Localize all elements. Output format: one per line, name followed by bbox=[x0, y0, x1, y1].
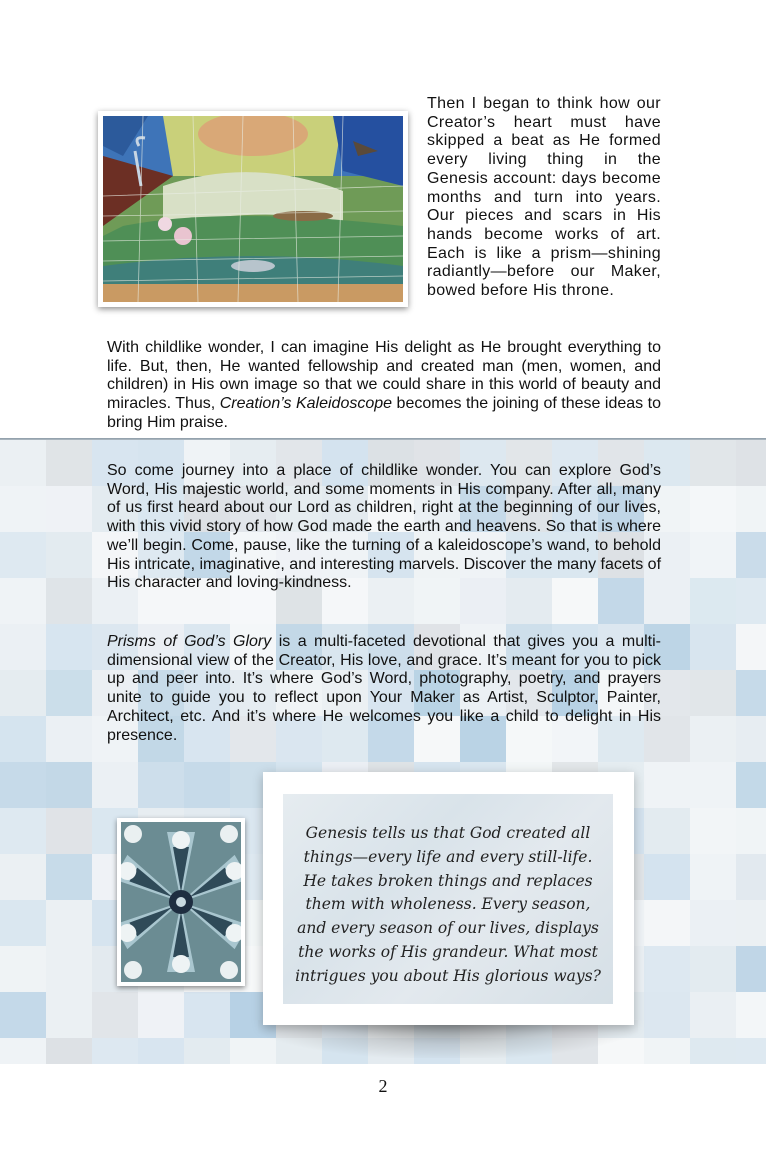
body-paragraph-2 bbox=[107, 633, 661, 745]
body-paragraph-2-text: is a multi-faceted devotional that gives you a multi-dimensional view of the Creator, His love, and grace. It’s meant for you to pick up and peer into. It’s where God’s Word, photography, poetry, and prayers unite to guide you to reflect upon Your Maker as Artist, Sculptor, Painter, Architect, etc. And it’s where He welcomes you like a child to delight in His presence. bbox=[107, 633, 661, 744]
kaleidoscope-image bbox=[121, 822, 241, 982]
kaleidoscope-photo bbox=[117, 818, 245, 986]
book-title-prisms: Prisms of God’s Glory bbox=[107, 633, 272, 650]
body-paragraph-1: So come journey into a place of childlike wonder. You can explore God’s Word, His majestic world, and some moments in His company. After all, many of us first heard about our Lord as children, right at the beginning of our lives, with this vivid story of how God made the earth and heavens. So that is where we’ll begin. Come, pause, like the turning of a kaleidoscope’s wand, to behold His intricate, imaginative, and interesting marvels. Discover the many facets of His character and loving-kindness. bbox=[107, 462, 662, 592]
quote-line: and every season of our lives, displays bbox=[297, 919, 599, 938]
reflection-quote bbox=[283, 822, 613, 989]
quote-line: them with wholeness. Every season, bbox=[305, 895, 591, 914]
quote-line: Genesis tells us that God created all bbox=[305, 824, 591, 842]
intro-full-paragraph bbox=[107, 339, 661, 433]
mosaic-artwork-photo bbox=[98, 111, 408, 307]
mosaic-illustration bbox=[103, 116, 403, 302]
quote-line: the works of His grandeur. What most bbox=[298, 942, 598, 961]
intro-full-text-before: With childlike wonder, I can imagine His delight as He brought everything to life. But, then, He wanted fellowship and created man (men, women, and children) in His own image so that we could share in this world of beauty and miracles. Thus, bbox=[107, 339, 661, 413]
quote-line: intrigues you about His glorious ways? bbox=[295, 966, 601, 985]
intro-right-paragraph: Then I began to think how our Creator’s heart must have skipped a beat as He formed every living thing in the Genesis account: days become months and turn into years. Our pieces and scars in His hands become works of art. Each is like a prism—shining radiantly—before our Maker, bowed before His throne. bbox=[427, 95, 661, 300]
quote-line: He takes broken things and replaces bbox=[303, 871, 593, 890]
quote-card-shadow bbox=[258, 1020, 638, 1058]
page-number: 2 bbox=[378, 1076, 388, 1096]
quote-line: things—every life and every still-life. bbox=[303, 847, 593, 866]
intro-full-text-after: becomes the joining of these ideas to bring Him praise. bbox=[107, 395, 661, 431]
book-title-creations-kaleidoscope: Creation’s Kaleidoscope bbox=[219, 395, 393, 413]
